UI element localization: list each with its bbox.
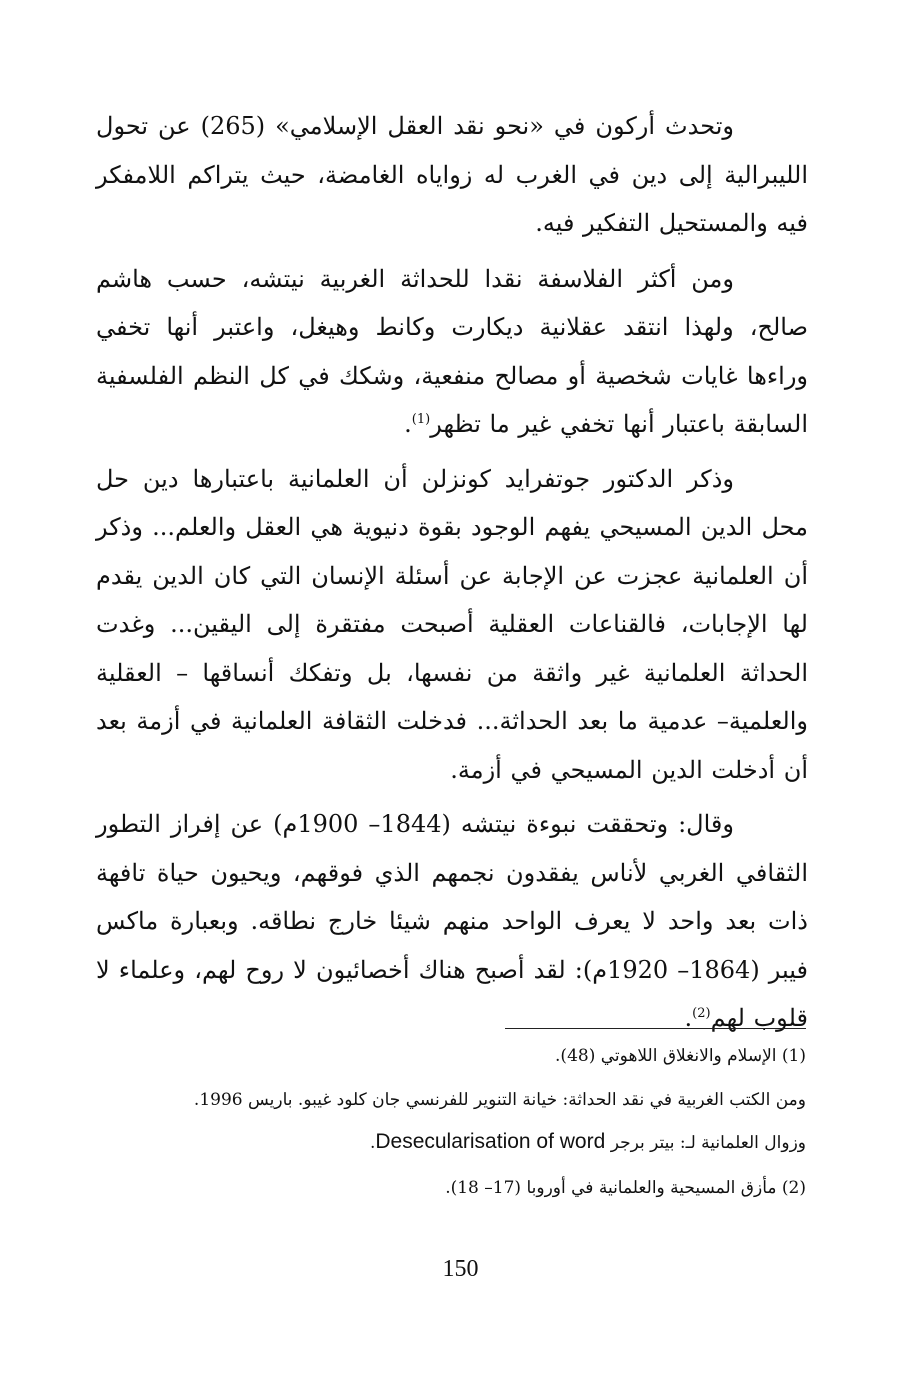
footnote-text: (2) مأزق المسيحية والعلمانية في أوروبا (17– 18).	[445, 1178, 806, 1198]
footnote-1-continued-2	[96, 1126, 806, 1158]
footnote-1	[96, 1040, 806, 1072]
paragraph-text: ومن أكثر الفلاسفة نقدا للحداثة الغربية نيتشه، حسب هاشم صالح، ولهذا انتقد عقلانية ديكارت وكانط وهيغل، واعتبر أنها تخفي وراءها غايات شخصية أو مصالح منفعية، وشكك في كل النظم الفلسفية السابقة باعتبار أنها تخفي غير ما تظهر	[96, 264, 808, 438]
page-body	[96, 102, 808, 1049]
footnote-text: (1) الإسلام والانغلاق اللاهوتي (48).	[555, 1046, 806, 1066]
footnotes	[96, 1040, 806, 1216]
paragraph-arkoun	[96, 102, 808, 248]
footnote-2	[96, 1172, 806, 1204]
footnote-ref[interactable]: (1)	[411, 412, 431, 427]
footnote-1-continued	[96, 1084, 806, 1116]
footnote-end: .	[369, 1133, 376, 1153]
paragraph-weber	[96, 800, 808, 1043]
page-number: 150	[442, 1256, 479, 1282]
footnote-ref[interactable]: (2)	[692, 1006, 711, 1021]
paragraph-text: وتحدث أركون في «نحو نقد العقل الإسلامي» (265) عن تحول الليبرالية إلى دين في الغرب له زواياه الغامضة، حيث يتراكم اللامفكر فيه والمستحيل التفكير فيه.	[96, 112, 808, 237]
paragraph-end: .	[404, 410, 412, 438]
footnote-divider	[505, 1028, 806, 1029]
footnote-text: ومن الكتب الغربية في نقد الحداثة: خيانة التنوير للفرنسي جان كلود غيبو. باريس 1996.	[193, 1090, 806, 1110]
paragraph-end: .	[684, 1004, 693, 1032]
footnote-latin-title: Desecularisation of word	[375, 1130, 606, 1153]
footnote-text: وزوال العلمانية لـ: بيتر برجر	[605, 1133, 806, 1153]
paragraph-kuenzlen	[96, 455, 808, 795]
paragraph-text: وقال: وتحققت نبوءة نيتشه (1844– 1900م) عن إفراز التطور الثقافي الغربي لأناس يفقدون نجمهم الذي فوقهم، ويحيون حياة تافهة ذات بعد واحد لا يعرف الواحد منهم شيئا خارج نطاقه. وبعبارة ماكس فيبر (1864– 1920م): لقد أصبح هناك أخصائيون لا روح لهم، وعلماء لا قلوب لهم	[96, 810, 808, 1032]
paragraph-nietzsche	[96, 255, 808, 449]
paragraph-text: وذكر الدكتور جوتفرايد كونزلن أن العلمانية باعتبارها دين حل محل الدين المسيحي يفهم الوجود بقوة دنيوية هي العقل والعلم... وذكر أن العلمانية عجزت عن الإجابة عن أسئلة الإنسان التي كان الدين يقدم لها الإجابات، فالقناعات العقلية أصبحت مفتقرة إلى اليقين... وغدت الحداثة العلمانية غير واثقة من نفسها، بل وتفكك أنساقها – العقلية والعلمية– عدمية ما بعد الحداثة... فدخلت الثقافة العلمانية في أزمة بعد أن أدخلت الدين المسيحي في أزمة.	[96, 464, 808, 784]
